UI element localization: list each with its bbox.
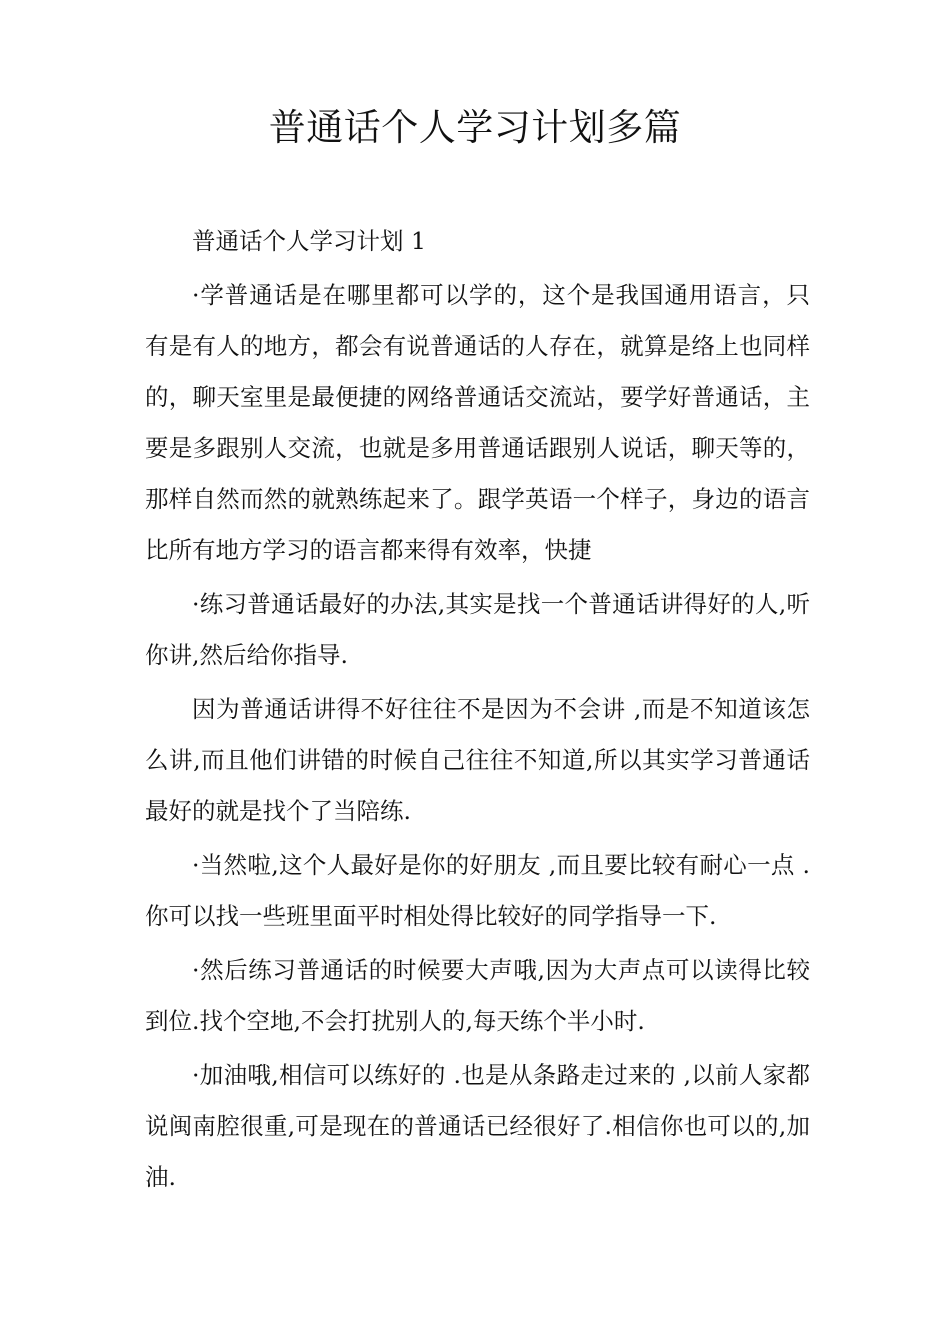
paragraph: ·加油哦,相信可以练好的 .也是从条路走过来的 ,以前人家都说闽南腔很重,可是现在的普通话已经很好了.相信你也可以的,加油.	[145, 1061, 810, 1191]
paragraph: ·然后练习普通话的时候要大声哦,因为大声点可以读得比较到位.找个空地,不会打扰别人的,每天练个半小时.	[145, 956, 810, 1035]
paragraph: ·当然啦,这个人最好是你的好朋友 ,而且要比较有耐心一点 .你可以找一些班里面平时相处得比较好的同学指导一下.	[145, 851, 810, 930]
paragraph: 因为普通话讲得不好往往不是因为不会讲 ,而是不知道该怎么讲,而且他们讲错的时候自己往往不知道,所以其实学习普通话最好的就是找个了当陪练.	[145, 695, 810, 825]
section-heading: 普通话个人学习计划 1	[192, 227, 426, 255]
document-body	[145, 216, 810, 1206]
paragraph: ·练习普通话最好的办法,其实是找一个普通话讲得好的人,听你讲,然后给你指导.	[145, 590, 810, 669]
paragraph: ·学普通话是在哪里都可以学的，这个是我国通用语言，只有是有人的地方，都会有说普通话的人存在，就算是络上也同样的，聊天室里是最便捷的网络普通话交流站，要学好普通话，主要是多跟别人交流，也就是多用普通话跟别人说话，聊天等的，那样自然而然的就熟练起来了。跟学英语一个样子，身边的语言比所有地方学习的语言都来得有效率，快捷	[145, 281, 810, 564]
document-title: 普通话个人学习计划多篇	[268, 106, 682, 149]
